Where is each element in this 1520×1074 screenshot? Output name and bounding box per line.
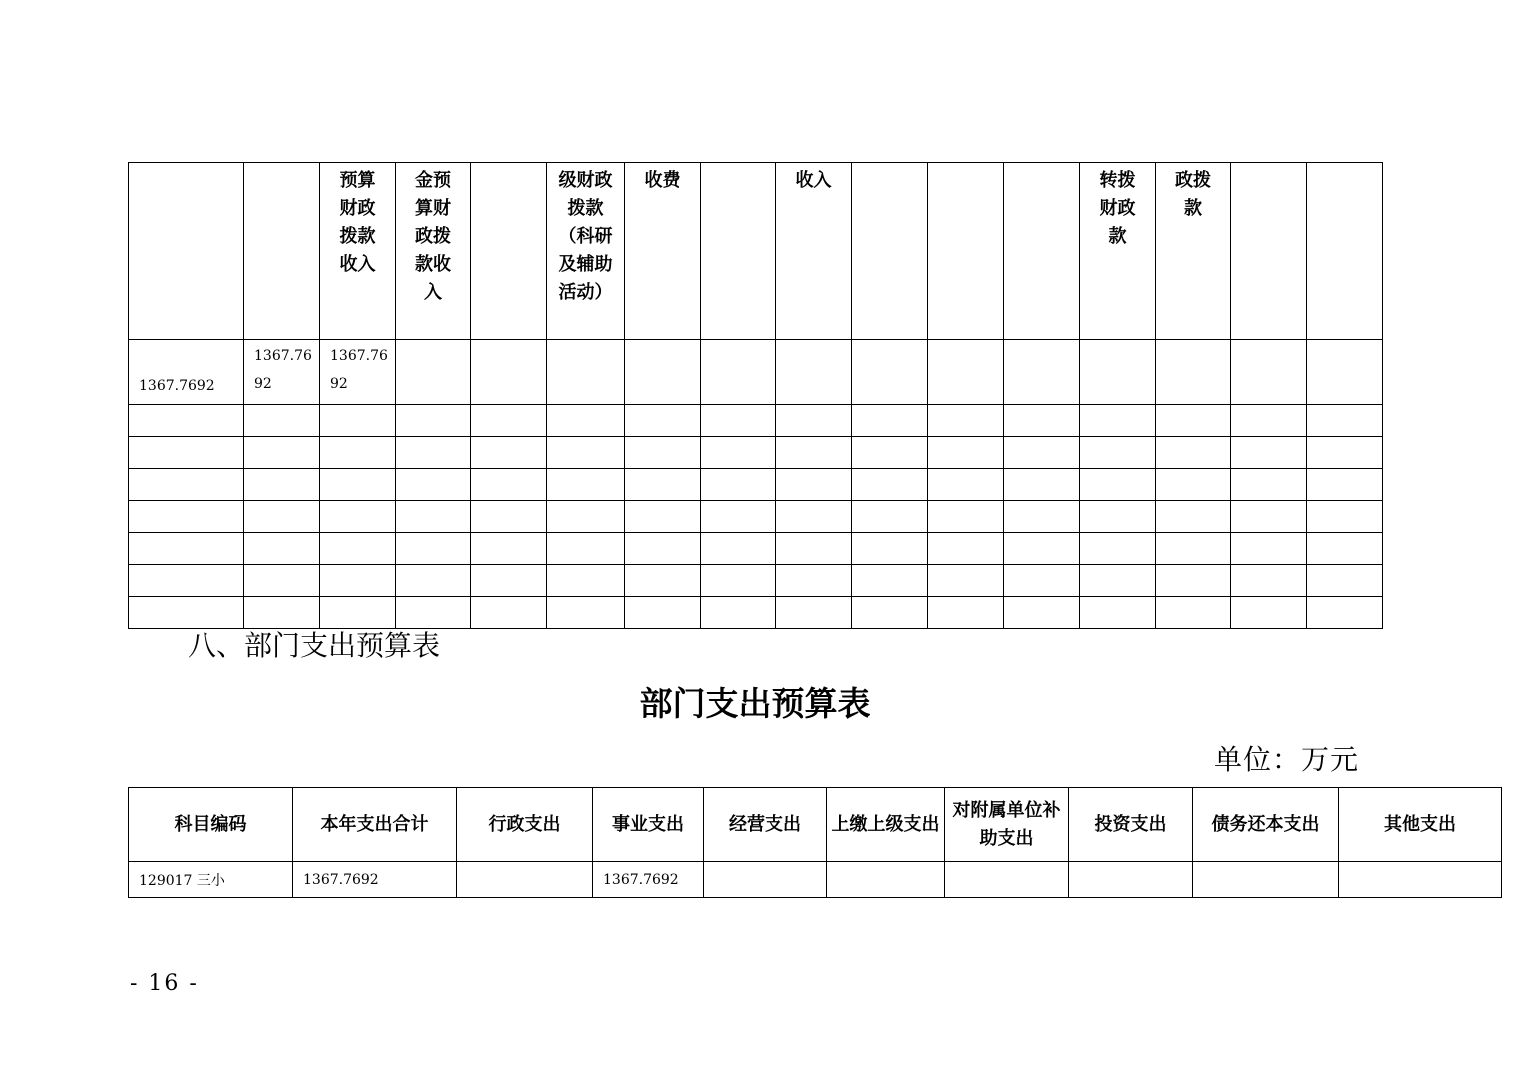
header-subject-code: 科目编码 — [129, 788, 293, 862]
table-row — [129, 565, 1383, 597]
table-cell — [852, 340, 928, 405]
table-row — [129, 597, 1383, 629]
table-cell: 129017 三小 — [129, 862, 293, 898]
table-cell — [827, 862, 945, 898]
header-cell: 政拨款 — [1156, 163, 1231, 340]
table-row — [129, 340, 1383, 405]
header-remit-to-superior: 上缴上级支出 — [827, 788, 945, 862]
total-income-cell: 1367.7692 — [129, 340, 244, 405]
header-cell: 金预算财政拨款收入 — [396, 163, 471, 340]
table-cell: 1367.7692 — [244, 340, 320, 405]
table-title: 部门支出预算表 — [639, 684, 871, 723]
table-cell: 1367.7692 — [593, 862, 704, 898]
header-investment-expenditure: 投资支出 — [1069, 788, 1193, 862]
header-cell — [852, 163, 928, 340]
table-cell — [1156, 340, 1231, 405]
unit-label: 单位：万元 — [1214, 743, 1360, 776]
header-cell: 收费 — [625, 163, 701, 340]
expenditure-budget-table — [128, 787, 1502, 898]
table-cell — [928, 340, 1004, 405]
header-cell — [701, 163, 776, 340]
table-row — [129, 469, 1383, 501]
section-heading: 八、部门支出预算表 — [188, 629, 441, 662]
table-cell — [1339, 862, 1502, 898]
table-cell — [1080, 340, 1156, 405]
table-cell: 1367.7692 — [320, 340, 396, 405]
table-header-row — [129, 788, 1502, 862]
header-cell: 预算财政拨款收入 — [320, 163, 396, 340]
header-cell: 转拨财政款 — [1080, 163, 1156, 340]
table-row — [129, 862, 1502, 898]
header-cell — [928, 163, 1004, 340]
table-cell — [547, 340, 625, 405]
header-cell: 收入 — [776, 163, 852, 340]
header-cell — [471, 163, 547, 340]
table-cell — [457, 862, 593, 898]
header-total-expenditure: 本年支出合计 — [293, 788, 457, 862]
table-header-row — [129, 163, 1383, 340]
header-cell — [1307, 163, 1383, 340]
header-cell — [1231, 163, 1307, 340]
header-cell: 级财政拨款（科研及辅助活动） — [547, 163, 625, 340]
income-budget-table-continued — [128, 162, 1383, 629]
header-public-service-expenditure: 事业支出 — [593, 788, 704, 862]
page-number: - 16 - — [130, 971, 199, 996]
table-cell — [945, 862, 1069, 898]
table-cell — [1193, 862, 1339, 898]
table-cell — [1231, 340, 1307, 405]
table-cell — [704, 862, 827, 898]
table-cell — [701, 340, 776, 405]
header-debt-repayment: 债务还本支出 — [1193, 788, 1339, 862]
table-row — [129, 501, 1383, 533]
table-cell — [1004, 340, 1080, 405]
table-cell — [1069, 862, 1193, 898]
table-cell — [776, 340, 852, 405]
table-cell — [1307, 340, 1383, 405]
header-cell — [1004, 163, 1080, 340]
table-cell — [396, 340, 471, 405]
table-row — [129, 405, 1383, 437]
header-cell — [129, 163, 244, 340]
table-cell — [625, 340, 701, 405]
header-operating-expenditure: 经营支出 — [704, 788, 827, 862]
table-row — [129, 437, 1383, 469]
header-subsidy-to-affiliates: 对附属单位补助支出 — [945, 788, 1069, 862]
header-cell — [244, 163, 320, 340]
header-other-expenditure: 其他支出 — [1339, 788, 1502, 862]
table-row — [129, 533, 1383, 565]
table-cell — [471, 340, 547, 405]
table-cell: 1367.7692 — [293, 862, 457, 898]
header-administrative-expenditure: 行政支出 — [457, 788, 593, 862]
